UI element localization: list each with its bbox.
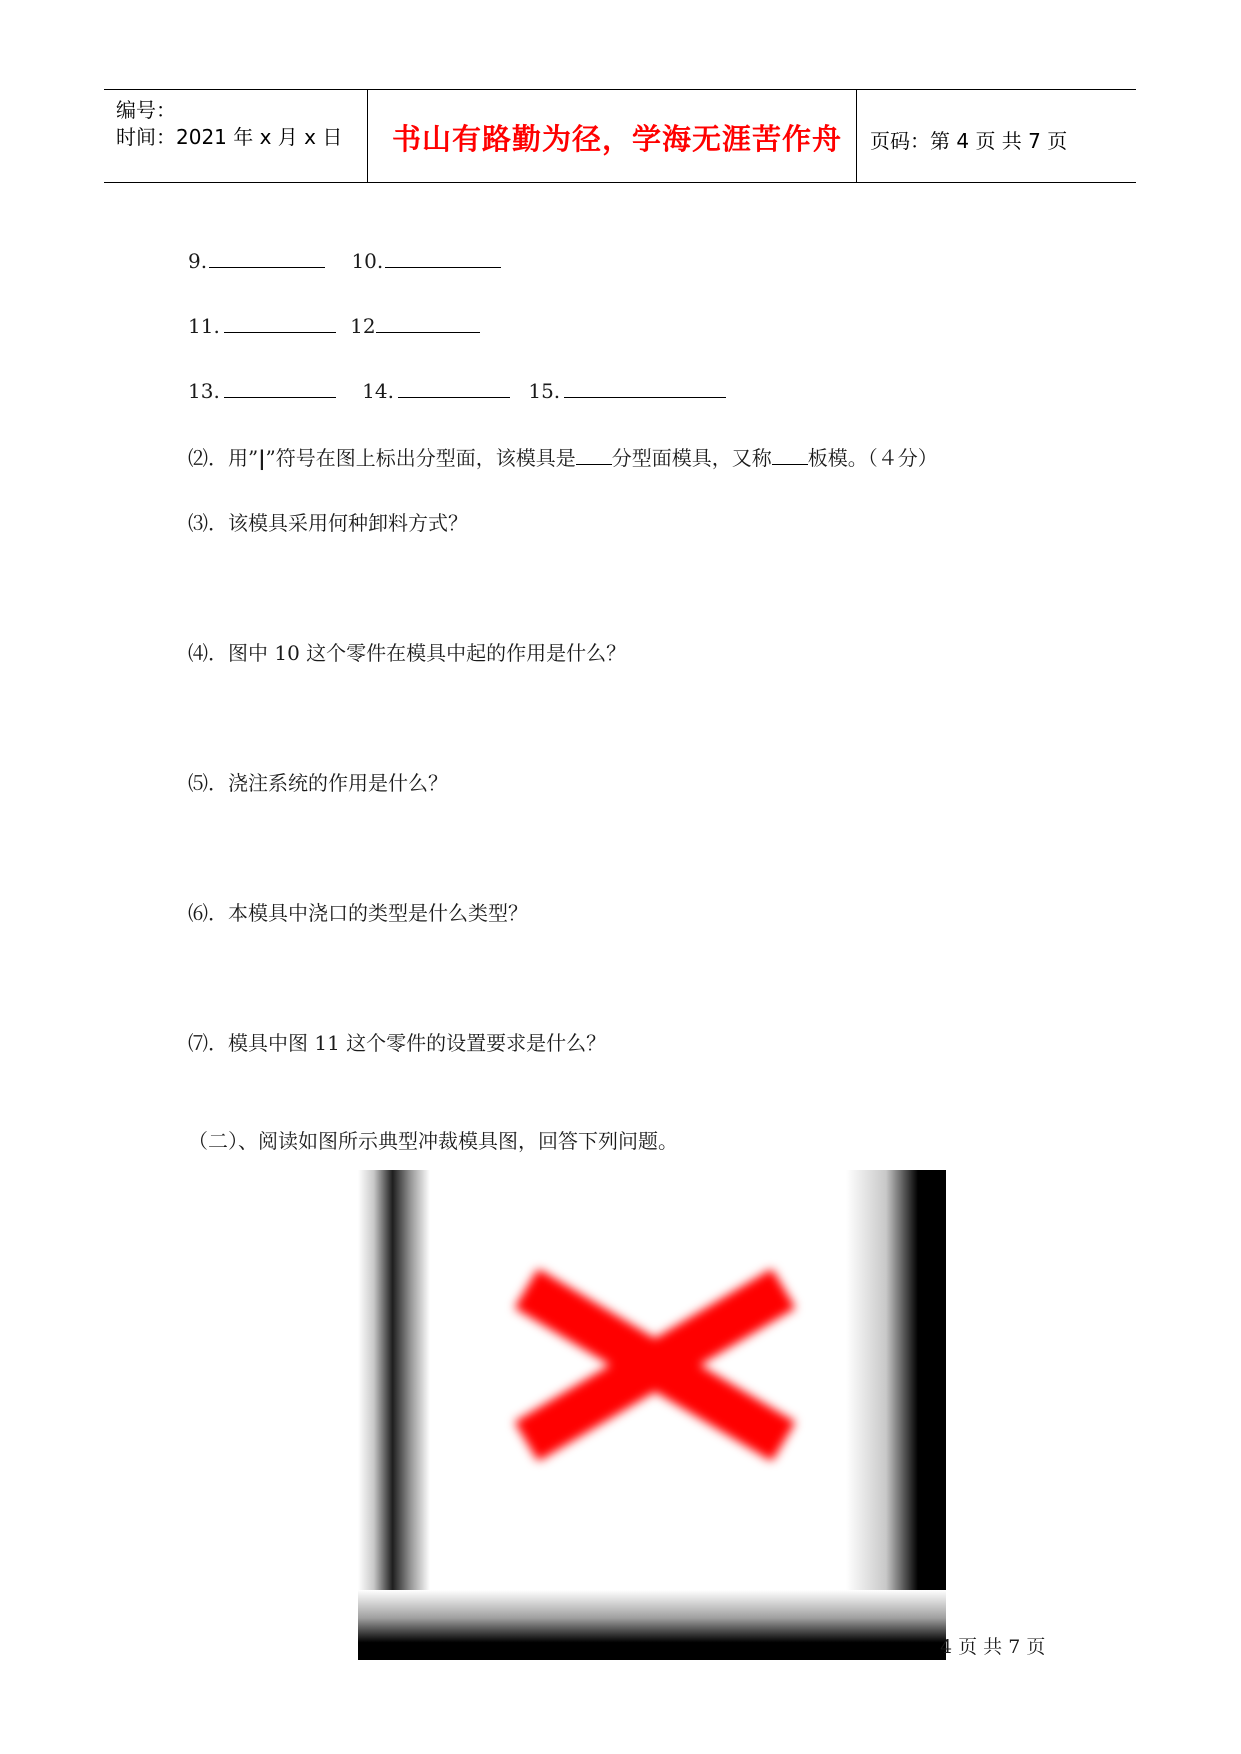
parting-symbol: |: [258, 446, 266, 470]
answer-label-14: 14.: [362, 379, 394, 403]
image-right-shadow: [846, 1170, 946, 1660]
answer-label-15: 15.: [528, 379, 561, 403]
time-label: 时间：2021 年 x 月 x 日: [116, 125, 343, 149]
question-6: ⑹．本模具中浇口的类型是什么类型？: [188, 901, 528, 925]
answer-label-10: 10.: [351, 249, 384, 273]
answer-label-13: 13.: [188, 379, 220, 403]
question-2-part-e: 板模。（４分）: [807, 446, 938, 470]
question-4: ⑷．图中 10 这个零件在模具中起的作用是什么？: [188, 641, 627, 665]
question-2-part-d: 分型面模具，又称: [611, 446, 772, 470]
question-2-blank-1[interactable]: [576, 444, 612, 465]
broken-image-icon: [358, 1170, 946, 1660]
answer-label-12: 12: [350, 314, 376, 338]
header-divider-right: [856, 90, 857, 183]
image-bottom-shadow: [358, 1590, 946, 1660]
answer-blank-15[interactable]: [564, 377, 726, 398]
red-x-icon: [510, 1270, 800, 1460]
question-7: ⑺．模具中图 11 这个零件的设置要求是什么？: [188, 1031, 607, 1055]
answer-blank-10[interactable]: [385, 247, 501, 268]
answer-blank-11[interactable]: [224, 312, 336, 333]
section-2-heading: （二）、阅读如图所示典型冲裁模具图，回答下列问题。: [188, 1129, 678, 1153]
question-3: ⑶．该模具采用何种卸料方式？: [188, 511, 468, 535]
page-code: 页码：第 4 页 共 7 页: [870, 129, 1068, 153]
image-left-shadow: [358, 1170, 430, 1660]
header-divider-left: [367, 90, 368, 183]
answer-blank-14[interactable]: [398, 377, 510, 398]
header-top-rule: [104, 89, 1136, 90]
question-2-part-c: ”符号在图上标出分型面，该模具是: [265, 446, 576, 470]
motto: 书山有路勤为径，学海无涯苦作舟: [392, 122, 843, 156]
question-2: [188, 442, 938, 471]
answer-label-11: 11.: [188, 314, 220, 338]
header-bottom-rule: [104, 182, 1136, 183]
answer-blank-13[interactable]: [224, 377, 336, 398]
page-footer: 4 页 共 7 页: [940, 1636, 1046, 1658]
answer-label-9: 9.: [188, 249, 208, 273]
answer-blank-12[interactable]: [376, 312, 480, 333]
question-2-part-a: ⑵．用”: [188, 446, 259, 470]
answer-row-13-15: [188, 377, 726, 403]
question-5: ⑸．浇注系统的作用是什么？: [188, 771, 448, 795]
answer-row-11-12: [188, 312, 480, 338]
question-2-blank-2[interactable]: [772, 444, 808, 465]
serial-label: 编号：: [116, 98, 176, 122]
answer-row-9-10: [188, 247, 501, 273]
answer-blank-9[interactable]: [209, 247, 325, 268]
